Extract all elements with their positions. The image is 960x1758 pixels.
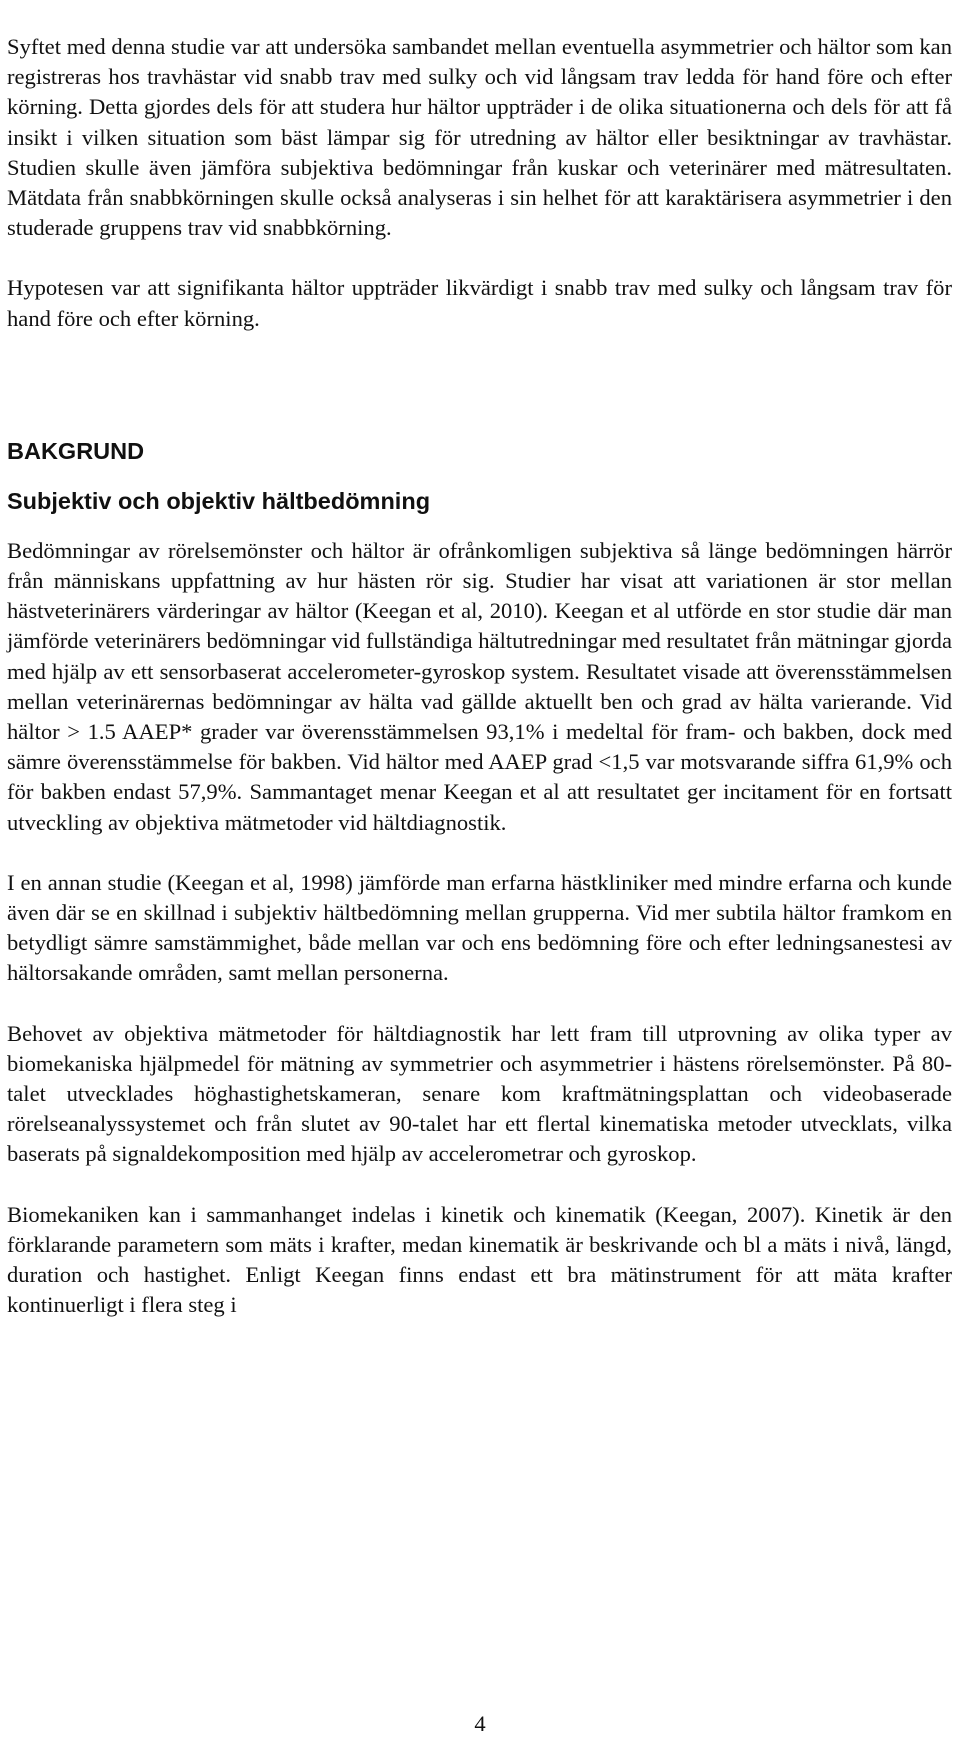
intro-paragraph-hypothesis: Hypotesen var att signifikanta hältor uppträder likvärdigt i snabb trav med sulky och långsam trav för hand före och efter körning. xyxy=(7,275,952,331)
intro-paragraph-aim: Syftet med denna studie var att undersöka sambandet mellan eventuella asymmetrier och hältor som kan registreras hos travhästar vid snabb trav med sulky och vid långsam trav ledda för hand före och efter körning. Detta gjordes dels för att studera hur hältor uppträder i de olika situationerna och dels för att få insikt i vilken situation som bäst lämpar sig för utredning av hältor eller besiktningar av travhästar. Studien skulle även jämföra subjektiva bedömningar från kuskar och veterinärer med mätresultaten. Mätdata från snabbkörningen skulle också analyseras i sin helhet för att karaktärisera asymmetrier i den studerade gruppens trav vid snabbkörning. xyxy=(7,34,952,241)
background-paragraph-biomechanics: Biomekaniken kan i sammanhanget indelas i kinetik och kinematik (Keegan, 2007). Kinetik är den förklarande parametern som mäts i krafter, medan kinematik är beskrivande och bl a mäts i nivå, längd, duration och hastighet. Enligt Keegan finns endast ett bra mätinstrument för att mäta krafter kontinuerligt i flera steg i xyxy=(7,1201,952,1318)
background-paragraph-keegan-1998: I en annan studie (Keegan et al, 1998) jämförde man erfarna hästkliniker med mindre erfarna och kunde även där se en skillnad i subjektiv hältbedömning mellan grupperna. Vid mer subtila hältor framkom en betydligt sämre samstämmighet, både mellan var och ens bedömning före och efter ledningsanestesi av hältorsakande områden, samt mellan personerna. xyxy=(7,869,952,986)
subsection-heading: Subjektiv och objektiv hältbedömning xyxy=(7,487,431,514)
section-spacer xyxy=(7,334,952,436)
section-heading: BAKGRUND xyxy=(7,437,145,464)
background-paragraph-objective-methods: Behovet av objektiva mätmetoder för hältdiagnostik har lett fram till utprovning av olika typer av biomekaniska hjälpmedel för mätning av symmetrier och asymmetrier i hästens rörelsemönster. På 80-talet utvecklades höghastighetskameran, senare kom kraftmätningsplattan och videobaserade rörelseanalyssystemet och från slutet av 90-talet har ett flertal kinematiska metoder utvecklats, vilka baserats på signaldekomposition med hjälp av accelerometrar och gyroskop. xyxy=(7,1020,952,1167)
background-paragraph-subjective: Bedömningar av rörelsemönster och hältor är ofrånkomligen subjektiva så länge bedömningen härrör från människans uppfattning av hur hästen rör sig. Studier har visat att variationen är stor mellan hästveterinärers värderingar av hältor (Keegan et al, 2010). Keegan et al utförde en stor studie där man jämförde veterinärers bedömningar vid fullständiga hältutredningar med resultatet från mätningar gjorda med hjälp av ett sensorbaserat accelerometer-gyroskop system. Resultatet visade att överensstämmelsen mellan veterinärernas bedömningar av hälta vad gällde aktuellt ben och grad av hälta varierande. Vid hältor > 1.5 AAEP* grader var överensstämmelsen 93,1% i medeltal för fram- och bakben, dock med sämre överensstämmelse för bakben. Vid hältor med AAEP grad <1,5 var motsvarande siffra 61,9% och för bakben endast 57,9%. Sammantaget menar Keegan et al att resultatet ger incitament för en fortsatt utveckling av objektiva mätmetoder vid hältdiagnostik. xyxy=(7,537,952,835)
page-number: 4 xyxy=(474,1711,486,1736)
